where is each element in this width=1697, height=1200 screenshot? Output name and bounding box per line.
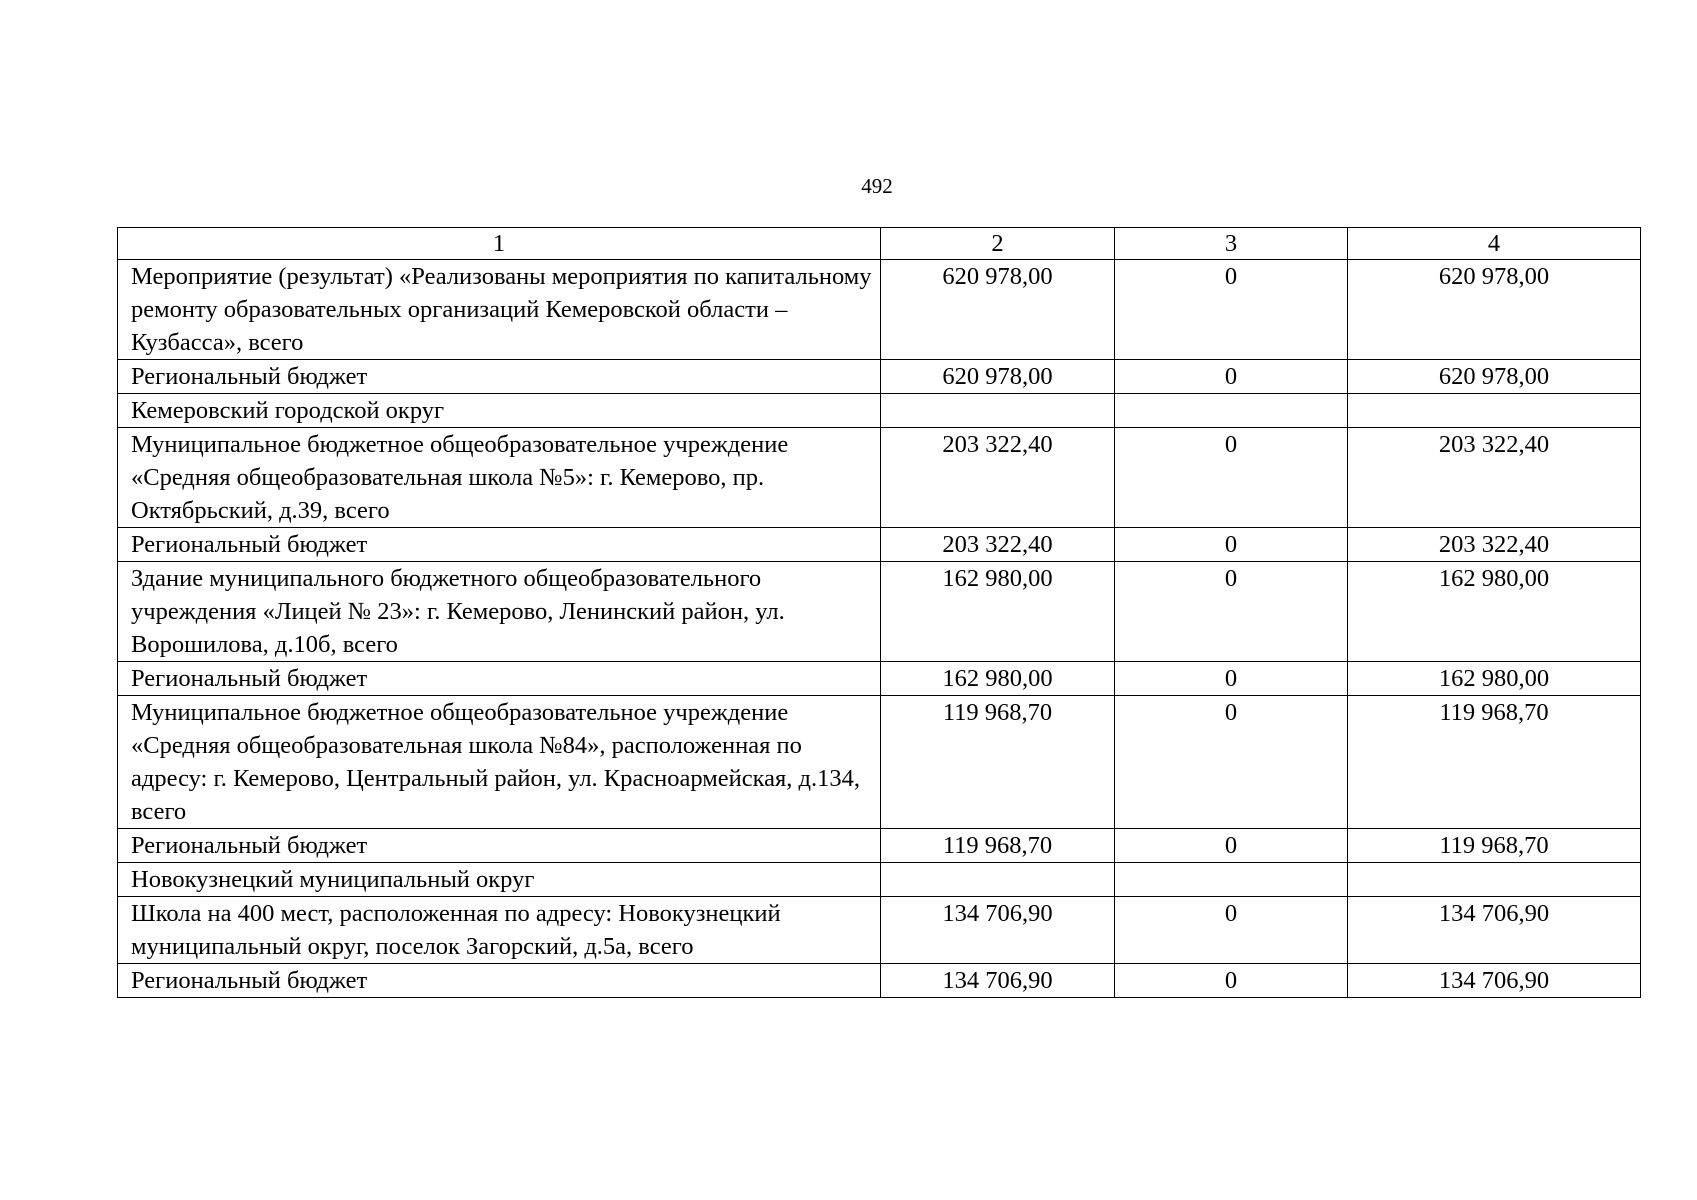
row-name-cell: Здание муниципального бюджетного общеобразовательного учреждения «Лицей № 23»: г. Кемерово, Ленинский район, ул. Ворошилова, д.10б, всего — [118, 562, 881, 662]
row-name-cell: Новокузнецкий муниципальный округ — [118, 863, 881, 897]
row-name-cell: Школа на 400 мест, расположенная по адресу: Новокузнецкий муниципальный округ, поселок Загорский, д.5а, всего — [118, 897, 881, 964]
row-col4-cell: 134 706,90 — [1348, 897, 1641, 964]
table-header-row — [118, 228, 1641, 260]
row-col3-cell: 0 — [1115, 696, 1348, 829]
row-col3-cell: 0 — [1115, 964, 1348, 998]
table-row — [118, 428, 1641, 528]
header-cell-4: 4 — [1348, 228, 1641, 260]
table-row — [118, 360, 1641, 394]
row-name-cell: Региональный бюджет — [118, 360, 881, 394]
page-number: 492 — [861, 174, 893, 198]
table-row — [118, 394, 1641, 428]
row-col2-cell: 134 706,90 — [881, 897, 1115, 964]
row-col2-cell: 119 968,70 — [881, 829, 1115, 863]
row-col3-cell — [1115, 863, 1348, 897]
row-col3-cell: 0 — [1115, 562, 1348, 662]
row-name-cell: Региональный бюджет — [118, 829, 881, 863]
row-col4-cell: 162 980,00 — [1348, 662, 1641, 696]
header-cell-1: 1 — [118, 228, 881, 260]
row-col2-cell: 203 322,40 — [881, 428, 1115, 528]
row-col4-cell — [1348, 394, 1641, 428]
row-col3-cell: 0 — [1115, 829, 1348, 863]
row-name-cell: Кемеровский городской округ — [118, 394, 881, 428]
table-row — [118, 897, 1641, 964]
row-name-cell: Региональный бюджет — [118, 528, 881, 562]
row-col3-cell: 0 — [1115, 897, 1348, 964]
header-cell-3: 3 — [1115, 228, 1348, 260]
row-name-cell: Региональный бюджет — [118, 662, 881, 696]
table-row — [118, 528, 1641, 562]
row-name-cell: Мероприятие (результат) «Реализованы мероприятия по капитальному ремонту образовательных организаций Кемеровской области – Кузбасса», всего — [118, 260, 881, 360]
row-name-cell: Муниципальное бюджетное общеобразовательное учреждение «Средняя общеобразовательная школа №84», расположенная по адресу: г. Кемерово, Центральный район, ул. Красноармейская, д.134, всего — [118, 696, 881, 829]
table-row — [118, 696, 1641, 829]
row-col3-cell: 0 — [1115, 662, 1348, 696]
header-cell-2: 2 — [881, 228, 1115, 260]
row-col3-cell: 0 — [1115, 360, 1348, 394]
row-col2-cell: 620 978,00 — [881, 360, 1115, 394]
row-name-cell: Муниципальное бюджетное общеобразовательное учреждение «Средняя общеобразовательная школа №5»: г. Кемерово, пр. Октябрьский, д.39, всего — [118, 428, 881, 528]
row-col2-cell: 620 978,00 — [881, 260, 1115, 360]
row-col2-cell: 203 322,40 — [881, 528, 1115, 562]
row-col4-cell: 620 978,00 — [1348, 260, 1641, 360]
row-col4-cell: 620 978,00 — [1348, 360, 1641, 394]
row-col4-cell — [1348, 863, 1641, 897]
table-row — [118, 260, 1641, 360]
row-name-cell: Региональный бюджет — [118, 964, 881, 998]
row-col2-cell: 134 706,90 — [881, 964, 1115, 998]
row-col2-cell: 162 980,00 — [881, 662, 1115, 696]
row-col4-cell: 119 968,70 — [1348, 696, 1641, 829]
row-col4-cell: 203 322,40 — [1348, 528, 1641, 562]
budget-table — [117, 227, 1641, 998]
table-row — [118, 964, 1641, 998]
row-col4-cell: 203 322,40 — [1348, 428, 1641, 528]
row-col3-cell — [1115, 394, 1348, 428]
row-col2-cell: 119 968,70 — [881, 696, 1115, 829]
row-col4-cell: 162 980,00 — [1348, 562, 1641, 662]
row-col3-cell: 0 — [1115, 528, 1348, 562]
row-col2-cell — [881, 394, 1115, 428]
row-col2-cell: 162 980,00 — [881, 562, 1115, 662]
table-row — [118, 562, 1641, 662]
row-col3-cell: 0 — [1115, 260, 1348, 360]
row-col3-cell: 0 — [1115, 428, 1348, 528]
table-row — [118, 829, 1641, 863]
row-col4-cell: 119 968,70 — [1348, 829, 1641, 863]
row-col4-cell: 134 706,90 — [1348, 964, 1641, 998]
table-row — [118, 863, 1641, 897]
row-col2-cell — [881, 863, 1115, 897]
table-row — [118, 662, 1641, 696]
